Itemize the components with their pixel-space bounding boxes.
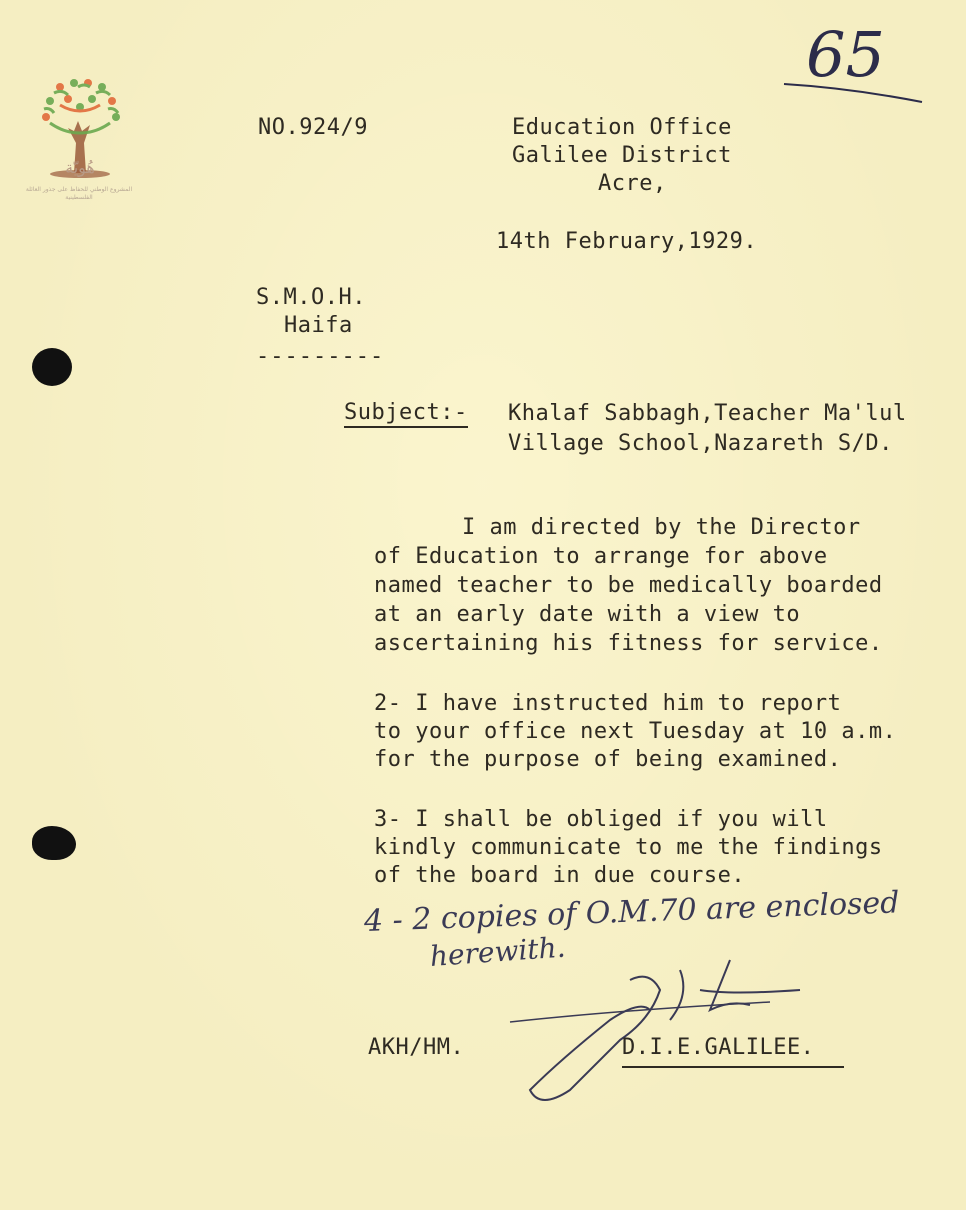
sender-line-3: Acre, (598, 171, 667, 196)
handwritten-note-line-2: herewith. (428, 930, 567, 973)
page-number-handwritten: 65 (806, 18, 885, 91)
body-p1-line-2: of Education to arrange for above (374, 544, 828, 569)
logo-arabic-name: هُويّة (65, 158, 95, 177)
typist-initials: AKH/HM. (368, 1035, 465, 1060)
subject-label: Subject:- (344, 400, 468, 428)
recipient-line-1: S.M.O.H. (256, 285, 366, 310)
sender-line-1: Education Office (512, 115, 732, 140)
body-p1-line-4: at an early date with a view to (374, 602, 801, 627)
page-number-underline (780, 78, 930, 108)
handwritten-note-line-1: 4 - 2 copies of O.M.70 are enclosed (363, 885, 901, 939)
reference-number: NO.924/9 (258, 115, 368, 140)
subject-line-2: Village School,Nazareth S/D. (508, 431, 893, 456)
recipient-line-2: Haifa (284, 313, 353, 338)
body-p1-line-3: named teacher to be medically boarded (374, 573, 883, 598)
tree-logo-icon (30, 48, 130, 208)
signatory-title: D.I.E.GALILEE. (622, 1034, 844, 1068)
body-p3-line-3: of the board in due course. (374, 863, 746, 888)
punch-hole-bottom (32, 826, 76, 860)
body-p2-line-1: 2- I have instructed him to report (374, 691, 842, 716)
punch-hole-top (32, 348, 72, 386)
body-p1-line-5: ascertaining his fitness for service. (374, 631, 883, 656)
logo-arabic-tagline: المشروع الوطني للحفاظ على جذور العائلة الفلسطينية (25, 186, 133, 201)
letter-date: 14th February,1929. (496, 229, 758, 254)
subject-line-1: Khalaf Sabbagh,Teacher Ma'lul (508, 401, 907, 426)
body-p3-line-1: 3- I shall be obliged if you will (374, 807, 828, 832)
body-p2-line-3: for the purpose of being examined. (374, 747, 842, 772)
body-p2-line-2: to your office next Tuesday at 10 a.m. (374, 719, 897, 744)
sender-line-2: Galilee District (512, 143, 732, 168)
signature-scribble (500, 950, 820, 1110)
body-p1-line-1: I am directed by the Director (462, 515, 861, 540)
recipient-divider: --------- (256, 344, 385, 369)
body-p3-line-2: kindly communicate to me the findings (374, 835, 883, 860)
